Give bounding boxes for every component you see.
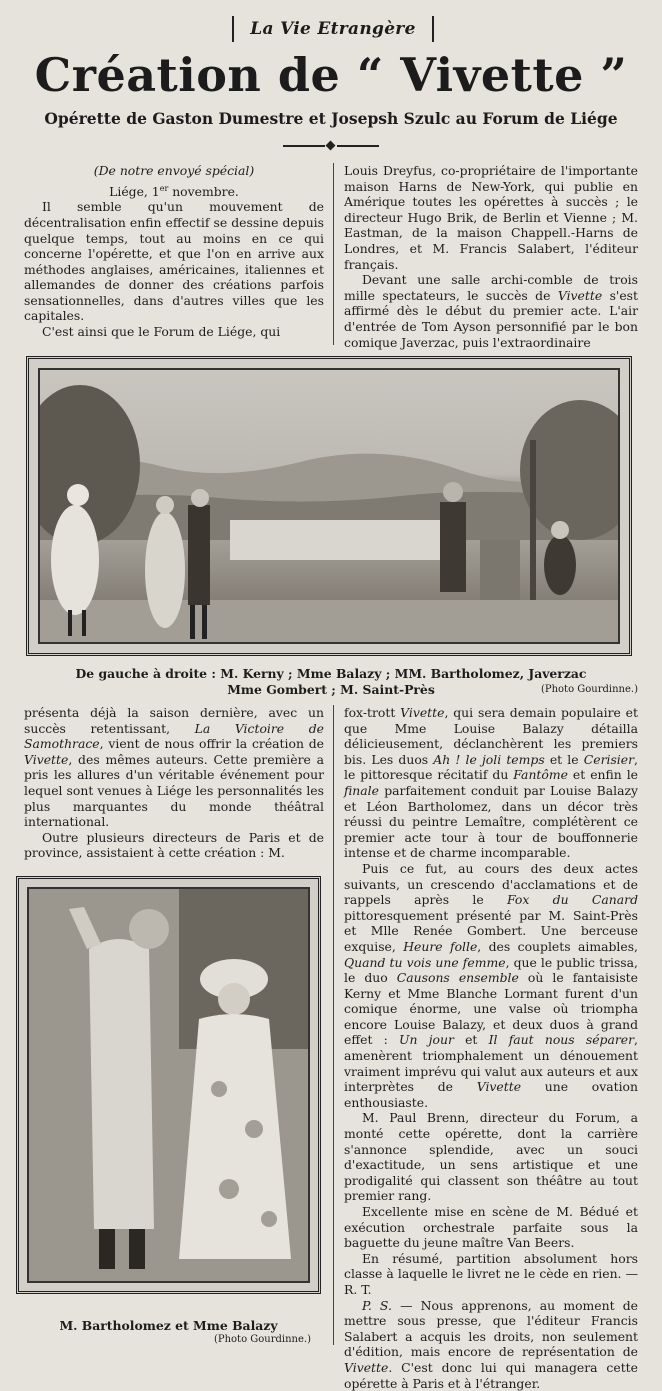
paragraph: En résumé, partition absolument hors classe à laquelle le livret ne le cède en rien. — R. T. (344, 1250, 638, 1297)
stage-scene-illustration (40, 370, 620, 644)
stage-photo (26, 356, 632, 656)
article-subtitle: Opérette de Gaston Dumestre et Josepsh Szulc au Forum de Liége (44, 109, 618, 128)
photo-caption-stage (24, 666, 638, 698)
caption-line: Mme Gombert ; M. Saint-Près (227, 682, 435, 697)
paragraph: Excellente mise en scène de M. Bédué et exécution orchestrale parfaite sous la baguette du jeune maître Van Beers. (344, 1204, 638, 1251)
photo-caption-performers (16, 1318, 321, 1346)
article-title: Création de “ Vivette ” (34, 48, 628, 102)
title-ornament (283, 143, 379, 149)
paragraph: C'est ainsi que le Forum de Liége, qui (42, 324, 281, 340)
byline-envoy: (De notre envoyé spécial) (93, 163, 255, 178)
paragraph: Outre plusieurs directeurs de Paris et de province, assistaient à cette création : M. (24, 829, 324, 861)
caption-line: De gauche à droite : M. Kerny ; Mme Balazy ; MM. Bartholomez, Javerzac (75, 666, 587, 681)
performers-photo (16, 876, 321, 1294)
paragraph: Puis ce fut, au cours des deux actes suivants, un crescendo d'acclamations et de rappels après le Fox du Canard pittoresquement présenté par M. Saint-Près et Mlle Renée Gombert. Une berceuse exquise, Heure folle, des couplets aimables, Quand tu vois une femme, que le public trissa, le duo Causons ensemble où le fantaisiste Kerny et Mme Blanche Lormant furent d'un comique énorme, une valse où triompha encore Louise Balazy, et deux duos à grand effet : Un jour et Il faut nous séparer, amenèrent triomphalement un dénouement vraiment imprévu qui valut aux auteurs et aux interprètes de Vivette une ovation enthousiaste. (344, 860, 638, 1110)
column-bottom-left (24, 705, 324, 861)
column-top-right (344, 163, 638, 350)
caption-line: M. Bartholomez et Mme Balazy (59, 1318, 278, 1333)
column-top-left (24, 163, 324, 340)
paragraph: fox-trott Vivette, qui sera demain populaire et que Mme Louise Balazy détailla délicieusement, déclanchèrent les premiers bis. Les duos Ah ! le joli temps et le Cerisier, le pittoresque récitatif du Fantôme et enfin le finale parfaitement conduit par Louise Balazy et Léon Bartholomez, dans un décor très réussi du peintre Lemaître, complétèrent ce premier acte tour à tour de bouffonnerie intense et de charme incomparable. (344, 705, 639, 861)
paragraph: Devant une salle archi-comble de trois mille spectateurs, le succès de Vivette s'est affirmé dès le début du premier acte. L'air d'entrée de Tom Ayson personnifié par le bon comique Javerzac, puis l'extraordinaire (344, 272, 638, 350)
paragraph: Louis Dreyfus, co-propriétaire de l'importante maison Harns de New-York, qui publie en Amérique toutes les opérettes à succès ; le directeur Hugo Brik, de Berlin et Vienne ; M. Eastman, de la maison Chappell.-Harns de Londres, et M. Francis Salabert, l'éditeur français. (344, 163, 638, 272)
paragraph: M. Paul Brenn, directeur du Forum, a monté cette opérette, dont la carrière s'annonce splendide, avec un souci d'exactitude, un sens artistique et une prodigalité qui classent son théâtre au tout premier rang. (344, 1110, 638, 1204)
column-bottom-right (344, 705, 638, 1391)
section-rubric: La Vie Etrangère (232, 16, 434, 42)
paragraph: P. S. — Nous apprenons, au moment de mettre sous presse, que l'éditeur Francis Salabert a acquis les droits, non seulement d'édition, mais encore de représentation de Vivette. C'est donc lui qui managera cette opérette à Paris et à l'étranger. (344, 1297, 638, 1391)
photo-credit: (Photo Gourdinne.) (213, 1334, 311, 1345)
paragraph: Il semble qu'un mouvement de décentralisation enfin effectif se dessine depuis quelque temps, tout au moins en ce qui concerne l'opérette, et que l'on en arrive aux méthodes anglaises, américaines, italiennes et allemandes de donner des créations parfois sensationnelles, dans d'autres villes que les capitales. (24, 199, 324, 324)
column-rule (333, 163, 334, 345)
dateline: Liége, 1er novembre. (109, 183, 239, 199)
paragraph: présenta déjà la saison dernière, avec un succès retentissant, La Victoire de Samothrace, vient de nous offrir la création de Vivette, des mêmes auteurs. Cette première a pris les allures d'un véritable événement pour lequel sont venues à Liége les personnalités les plus marquantes du monde théâtral international. (24, 705, 324, 830)
column-rule (333, 705, 334, 1345)
performers-illustration (29, 889, 310, 1283)
photo-credit: (Photo Gourdinne.) (540, 684, 638, 695)
